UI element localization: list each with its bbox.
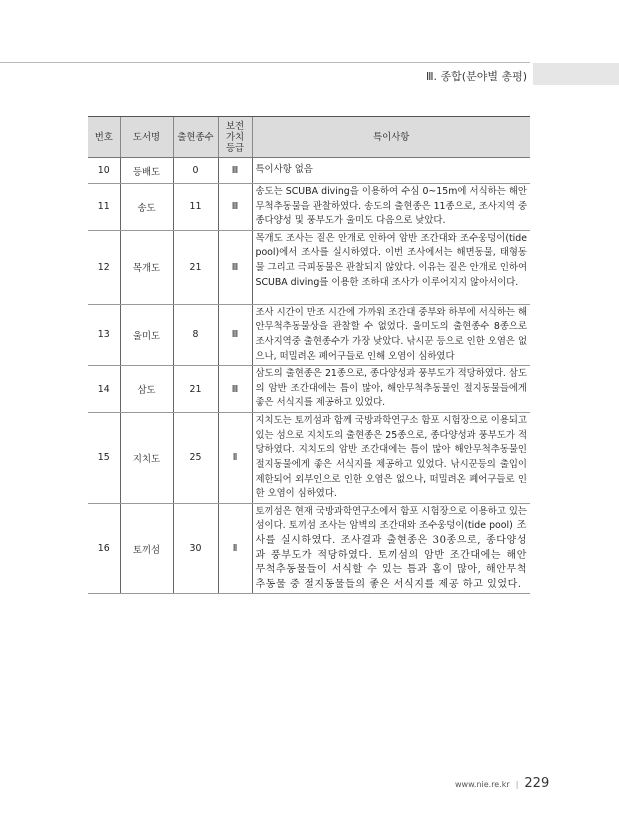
- row-note-text: 토끼섬은 현재 국방과학연구소에서 함포 시험장으로 이용하고 있는 섬이다. 토끼섬 조사는 암벽의 조간대와 조수웅덩이(tide pool): [255, 505, 527, 532]
- table-row: [88, 304, 530, 365]
- conservation-grade-text: Ⅲ: [231, 201, 239, 213]
- conservation-grade-text: Ⅲ: [231, 165, 239, 176]
- conservation-grade: [218, 366, 252, 413]
- row-number: [88, 304, 120, 365]
- species-count: [173, 304, 218, 365]
- row-note: [252, 413, 530, 504]
- table-row: [88, 503, 530, 594]
- col-notes: 특이사항: [252, 117, 530, 158]
- island-name: [120, 413, 173, 504]
- conservation-grade: [218, 503, 252, 594]
- row-number-text: 15: [97, 452, 110, 464]
- row-number: [88, 503, 120, 594]
- footer-separator: |: [515, 780, 519, 789]
- row-note-text: 삼도의 출현종은 21종으로, 종다양성과 풍부도가 적당하였다. 삼도의 암반 조간대에는 틈이 많아, 해안무척추동물인 절지동물들에게 좋은 서식지를 제공하고 있었다.: [255, 368, 527, 409]
- conservation-grade-text: Ⅱ: [232, 452, 238, 464]
- species-count: [173, 184, 218, 231]
- table-row: [88, 366, 530, 413]
- table-row: [88, 230, 530, 304]
- species-count: [173, 158, 218, 184]
- row-number: [88, 413, 120, 504]
- row-number-text: 16: [97, 543, 110, 554]
- conservation-grade: [218, 413, 252, 504]
- species-count-text: 8: [192, 329, 199, 341]
- species-count: [173, 503, 218, 594]
- row-number: [88, 158, 120, 184]
- species-count-text: 30: [189, 543, 202, 554]
- conservation-grade-text: Ⅱ: [232, 543, 238, 554]
- species-count: [173, 413, 218, 504]
- island-name-text: 지치도: [132, 453, 161, 465]
- row-note-text: 지치도는 토끼섬과 함께 국방과학연구소 함포 시험장으로 이용되고 있는 섬으로 지치도의 출현종은 25종으로, 종다양성과 풍부도가 적당하였다. 지치도의 암반 조간대에는 틈이 많아 해안무척추동물인 절지동물에게 좋은 서식지를 제공하고 있었다. 낚시꾼등의 출입이 제한되어 외부인으로 인한 오염은 없으나, 떠밀려온 폐어구들로 인한 오염이 심하였다.: [255, 415, 527, 500]
- row-note-text: 목개도 조사는 짙은 안개로 인하여 암반 조간대와 조수웅덩이(tide pool)에서 조사를 실시하였다. 이번 조사에서는 해면동물, 태형동물 그리고 극피동물은 관찰되지 않았다. 이유는 짙은 안개로 인하여 SCUBA diving를 이용한 조하대 조사가 이루어지지 않아서이다.: [255, 232, 527, 288]
- row-number-text: 11: [97, 201, 110, 213]
- island-name: [120, 366, 173, 413]
- island-name: [120, 503, 173, 594]
- conservation-grade: [218, 184, 252, 231]
- row-number: [88, 230, 120, 304]
- island-name-text: 삼도: [137, 385, 156, 397]
- row-note: [252, 158, 530, 184]
- header-rule: [0, 62, 530, 63]
- island-name-text: 울미도: [132, 330, 161, 342]
- island-name: [120, 304, 173, 365]
- row-number-text: 10: [97, 165, 110, 176]
- row-number: [88, 366, 120, 413]
- row-number-text: 13: [97, 329, 110, 341]
- conservation-grade-text: Ⅲ: [231, 261, 239, 273]
- col-island: 도서명: [120, 117, 173, 158]
- species-count-text: 21: [189, 383, 202, 395]
- page-number: 229: [524, 776, 550, 791]
- chapter-tab: [533, 63, 619, 85]
- row-note: [252, 184, 530, 231]
- footer-url: www.nie.re.kr: [455, 780, 510, 789]
- row-note: [252, 503, 530, 594]
- species-table: [88, 116, 530, 594]
- conservation-grade-text: Ⅲ: [231, 383, 239, 395]
- row-note: [252, 304, 530, 365]
- island-name-text: 등배도: [132, 166, 161, 178]
- conservation-grade: [218, 158, 252, 184]
- row-number-text: 12: [97, 261, 110, 273]
- col-species: 출현종수: [173, 117, 218, 158]
- row-number: [88, 184, 120, 231]
- row-number-text: 14: [97, 383, 110, 395]
- conservation-grade-text: Ⅲ: [231, 329, 239, 341]
- row-note-text-serif: 조사를 실시하였다. 조사결과 출현종은 30종으로, 종다양성과 풍부도가 적당하였다. 토끼섬의 암반 조간대에는 해안무척추동물들이 서식할 수 있는 틈과 홈이 많아, 해안무척추동물 중 절지동물들의 좋은 서식지를 제공 하고 있었다.: [255, 520, 527, 590]
- island-name: [120, 158, 173, 184]
- row-note-text: 특이사항 없음: [255, 164, 313, 176]
- species-count-text: 11: [189, 201, 202, 213]
- species-count-text: 0: [192, 165, 199, 176]
- table-row: [88, 184, 530, 231]
- island-name-text: 목개도: [132, 263, 161, 275]
- island-name: [120, 184, 173, 231]
- row-note: [252, 230, 530, 304]
- col-number: 번호: [88, 117, 120, 158]
- page-footer: [455, 776, 549, 791]
- row-note-text: 조사 시간이 만조 시간에 가까워 조간대 중부와 하부에 서식하는 해안무척추동물상을 관찰할 수 없었다. 울미도의 출현종수 8종으로 조사지역중 출현종수가 가장 낮았다. 낚시꾼 등으로 인한 오염은 없으나, 떠밀려온 폐어구들로 인해 오염이 심하였다: [255, 306, 527, 362]
- table-header: [88, 117, 530, 158]
- conservation-grade: [218, 230, 252, 304]
- table-row: [88, 413, 530, 504]
- col-grade: 보전 가치 등급: [218, 117, 252, 158]
- species-count-text: 25: [189, 452, 202, 464]
- chapter-title: Ⅲ. 종합(분야별 총평): [425, 70, 527, 83]
- species-count: [173, 230, 218, 304]
- island-name: [120, 230, 173, 304]
- island-name-text: 토끼섬: [132, 544, 161, 556]
- conservation-grade: [218, 304, 252, 365]
- species-count-text: 21: [189, 261, 202, 273]
- row-note: [252, 366, 530, 413]
- table-row: [88, 158, 530, 184]
- row-note-text: 송도는 SCUBA diving을 이용하여 수심 0~15m에 서식하는 해안무척추동물을 관찰하였다. 송도의 출현종은 11종으로, 조사지역 중 종다양성 및 풍부도가 울미도 다음으로 낮았다.: [255, 186, 527, 227]
- species-count: [173, 366, 218, 413]
- island-name-text: 송도: [137, 202, 156, 214]
